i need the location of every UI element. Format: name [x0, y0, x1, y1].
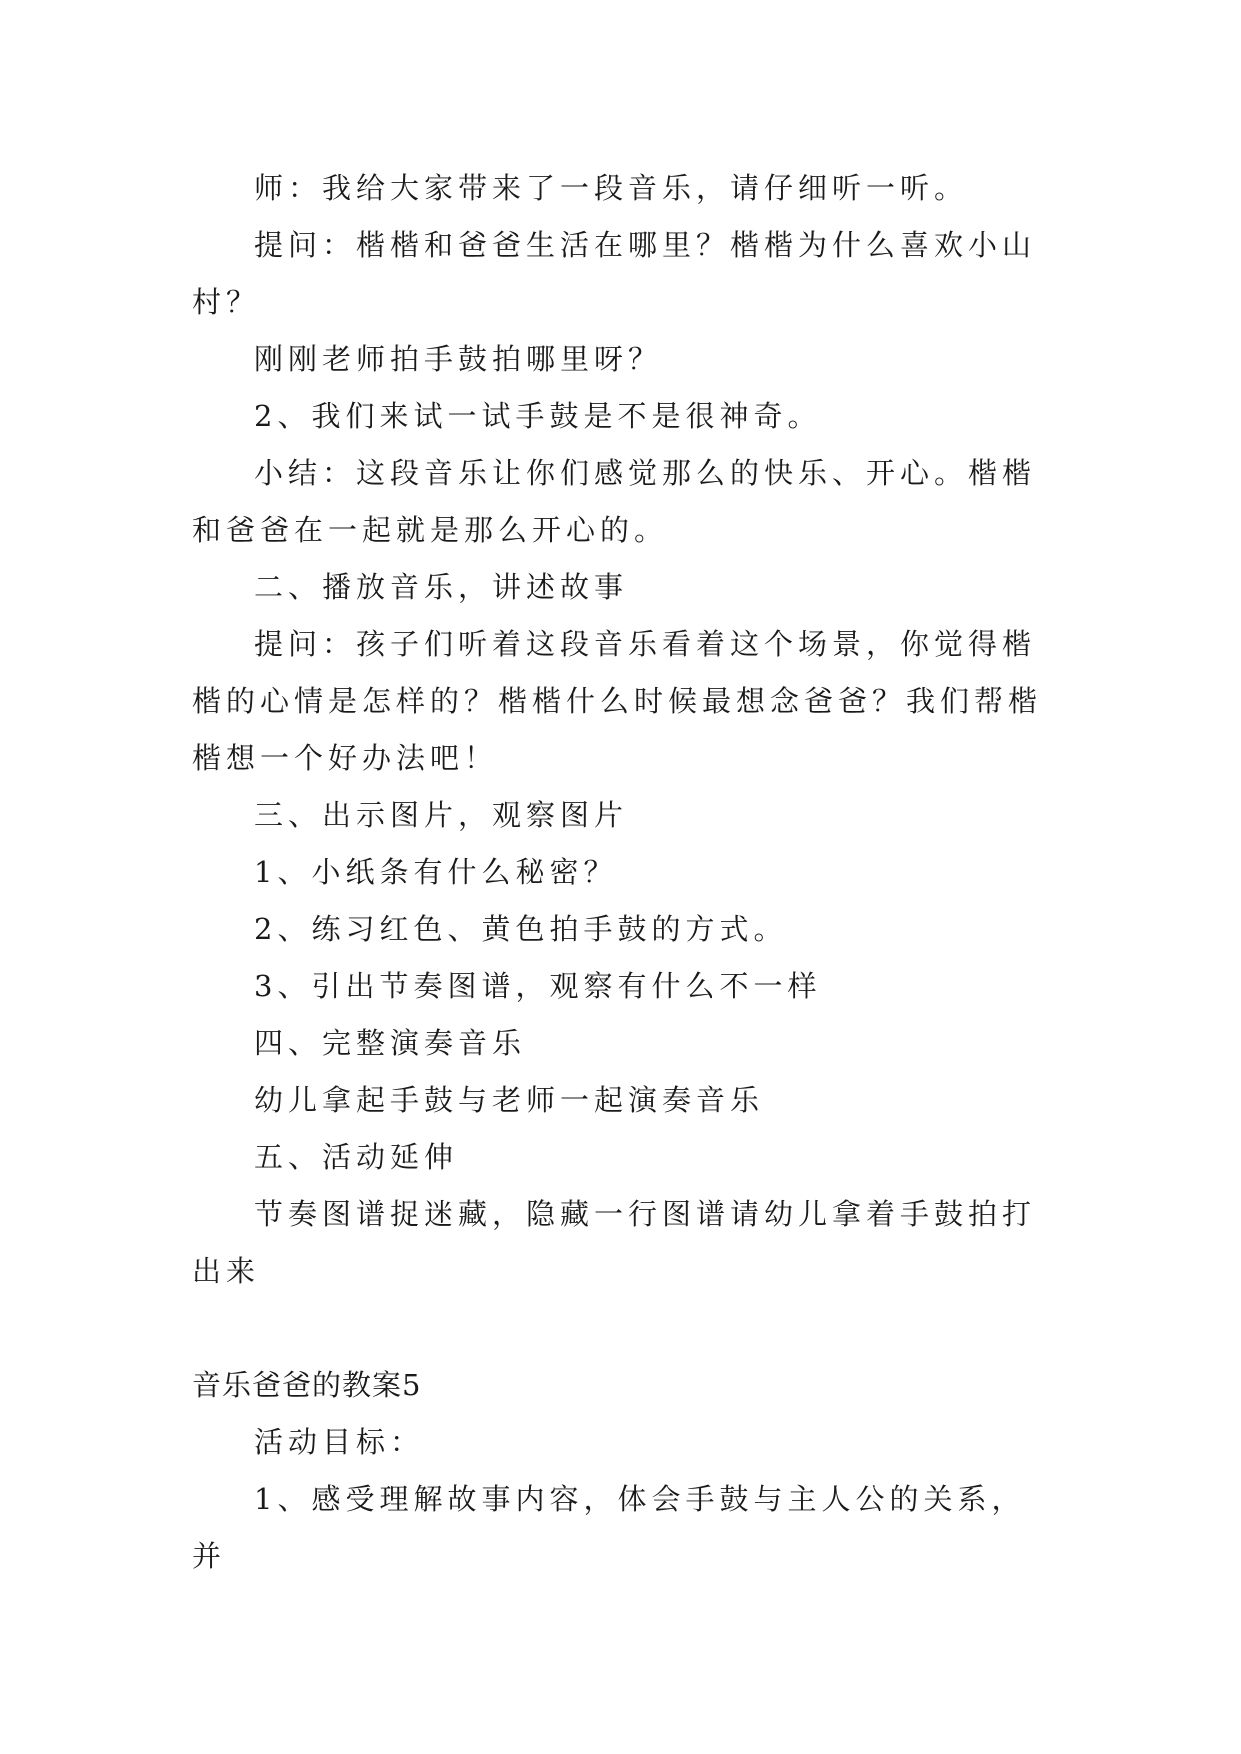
- paragraph: 二、播放音乐，讲述故事: [254, 570, 629, 604]
- paragraph: 小结：这段音乐让你们感觉那么的快乐、开心。楷楷和爸爸在一起就是那么开心的。: [192, 456, 1037, 547]
- section-gap: [192, 1300, 1058, 1357]
- paragraph: 三、出示图片，观察图片: [254, 798, 629, 832]
- paragraph: 2、练习红色、黄色拍手鼓的方式。: [254, 912, 788, 946]
- paragraph: 幼儿拿起手鼓与老师一起演奏音乐: [254, 1083, 765, 1117]
- paragraph: 提问：孩子们听着这段音乐看着这个场景，你觉得楷楷的心情是怎样的？楷楷什么时候最想念爸爸？我们帮楷楷想一个好办法吧！: [192, 627, 1043, 775]
- paragraph: 五、活动延伸: [254, 1140, 459, 1174]
- paragraph: 节奏图谱捉迷藏，隐藏一行图谱请幼儿拿着手鼓拍打出来: [192, 1197, 1037, 1288]
- paragraph: 1、小纸条有什么秘密？: [254, 855, 618, 889]
- paragraph: 3、引出节奏图谱，观察有什么不一样: [254, 969, 822, 1003]
- paragraph: 活动目标：: [254, 1425, 425, 1459]
- paragraph: 刚刚老师拍手鼓拍哪里呀？: [254, 342, 663, 376]
- document-page: [192, 160, 1058, 1585]
- paragraph: 四、完整演奏音乐: [254, 1026, 527, 1060]
- section-heading: 音乐爸爸的教案5: [192, 1368, 422, 1402]
- paragraph: 1、感受理解故事内容，体会手鼓与主人公的关系，并: [192, 1482, 1026, 1573]
- paragraph: 2、我们来试一试手鼓是不是很神奇。: [254, 399, 822, 433]
- paragraph: 师：我给大家带来了一段音乐，请仔细听一听。: [254, 171, 969, 205]
- paragraph: 提问：楷楷和爸爸生活在哪里？楷楷为什么喜欢小山村？: [192, 228, 1037, 319]
